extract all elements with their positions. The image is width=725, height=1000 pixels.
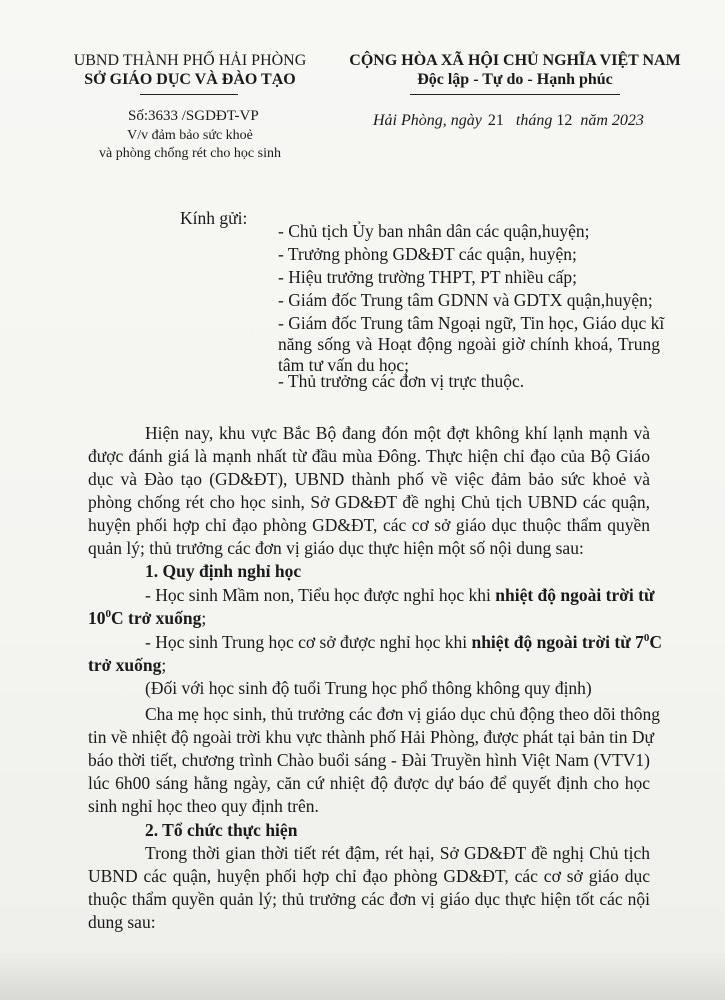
rule-end: ; <box>201 608 207 628</box>
document-number-label: Số: <box>128 108 149 124</box>
temperature-unit: C <box>649 632 662 652</box>
subject-line1: V/v đảm bảo sức khoẻ <box>127 128 253 143</box>
rule-text: - Học sinh Trung học cơ sở được nghỉ học khi <box>145 632 472 652</box>
recipient-item: - Chủ tịch Ủy ban nhân dân các quận,huyện; <box>278 221 590 241</box>
degree-sign: 0 <box>105 608 111 621</box>
intro-line: phòng chống rét cho học sinh, Sở GD&ĐT đề nghị Chủ tịch UBND các quận, <box>88 492 650 512</box>
section1-paragraph-line: tin về nhiệt độ ngoài trời khu vực thành phố Hải Phòng, được phát tại bản tin Dự <box>88 727 655 747</box>
document-number-suffix: /SGDĐT-VP <box>181 108 259 124</box>
recipient-item: - Hiệu trưởng trường THPT, PT nhiều cấp; <box>278 267 577 287</box>
org-underline <box>140 94 238 95</box>
date-day: 21 <box>487 112 504 129</box>
date-month-label: tháng <box>515 112 553 129</box>
rule-threshold-end: C trở xuống <box>111 608 202 628</box>
org-name-line2: SỞ GIÁO DỤC VÀ ĐÀO TẠO <box>84 71 296 88</box>
rule-preschool-primary <box>145 585 654 606</box>
section1-paragraph-line: sinh nghỉ học theo quy định trên. <box>88 796 319 816</box>
recipient-item: - Thủ trưởng các đơn vị trực thuộc. <box>278 371 525 391</box>
subject-line2: và phòng chống rét cho học sinh <box>99 146 281 161</box>
recipient-item-continued: tâm tư vấn du học; <box>278 355 409 375</box>
rule-end: ; <box>161 655 167 675</box>
section1-title: 1. Quy định nghỉ học <box>145 561 302 581</box>
rule-secondary-continued <box>88 655 166 676</box>
date-year: năm 2023 <box>580 112 644 129</box>
section2-paragraph-line: Trong thời gian thời tiết rét đậm, rét hại, Sở GD&ĐT đề nghị Chủ tịch <box>145 843 650 863</box>
section1-paragraph-line: lúc 6h00 sáng hằng ngày, căn cứ nhiệt độ được dự báo để quyết định cho học <box>88 773 650 793</box>
recipients-label: Kính gửi: <box>180 208 248 228</box>
section1-paragraph-line: Cha mẹ học sinh, thủ trưởng các đơn vị giáo dục chủ động theo dõi thông <box>145 704 660 724</box>
high-school-note: (Đối với học sinh độ tuổi Trung học phổ thông không quy định) <box>145 678 592 698</box>
recipient-item: - Giám đốc Trung tâm Ngoại ngữ, Tin học, Giáo dục kĩ <box>278 313 665 333</box>
org-name-line1: UBND THÀNH PHỐ HẢI PHÒNG <box>73 52 307 69</box>
recipient-item-continued: năng sống và Hoạt động ngoài giờ chính khoá, Trung <box>278 334 660 354</box>
date-month: 12 <box>556 112 573 129</box>
rule-threshold: nhiệt độ ngoài trời từ 7 <box>471 632 644 652</box>
section1-paragraph-line: báo thời tiết, chương trình Chào buổi sáng - Đài Truyền hình Việt Nam (VTV1) <box>88 750 650 770</box>
recipient-item: - Giám đốc Trung tâm GDNN và GDTX quận,huyện; <box>278 290 653 310</box>
intro-line: quản lý; thủ trưởng các đơn vị giáo dục thực hiện một số nội dung sau: <box>88 538 584 558</box>
intro-line: được đánh giá là mạnh nhất từ đầu mùa Đông. Thực hiện chỉ đạo của Bộ Giáo <box>88 446 650 466</box>
recipient-item: - Trưởng phòng GD&ĐT các quận, huyện; <box>278 244 577 264</box>
document-number <box>128 108 259 125</box>
section2-paragraph-line: thuộc thẩm quyền quản lý; thủ trưởng các đơn vị giáo dục thực hiện tốt các nội <box>88 889 650 909</box>
rule-threshold-end: trở xuống <box>88 655 162 675</box>
motto: Độc lập - Tự do - Hạnh phúc <box>417 71 613 88</box>
photo-shadow <box>0 950 725 1000</box>
rule-text: - Học sinh Mầm non, Tiểu học được nghỉ học khi <box>145 585 496 605</box>
intro-line: dục và Đào tạo (GD&ĐT), UBND thành phố về việc đảm bảo sức khoẻ và <box>88 469 650 489</box>
rule-preschool-primary-continued <box>88 608 206 629</box>
section2-paragraph-line: UBND các quận, huyện phối hợp chỉ đạo phòng GD&ĐT, các cơ sở giáo dục <box>88 866 650 886</box>
date-place: Hải Phòng, ngày <box>373 112 482 129</box>
section2-title: 2. Tổ chức thực hiện <box>145 820 298 840</box>
temperature-value: 10 <box>88 608 106 628</box>
rule-threshold: nhiệt độ ngoài trời từ <box>495 585 655 605</box>
rule-secondary <box>145 632 662 653</box>
document-number-value: 3633 <box>148 108 179 124</box>
degree-sign: 0 <box>643 632 650 645</box>
section2-paragraph-line: dung sau: <box>88 912 156 932</box>
intro-line: huyện phối hợp chỉ đạo phòng GD&ĐT, các cơ sở giáo dục thuộc thẩm quyền <box>88 515 650 535</box>
motto-underline <box>410 94 620 95</box>
intro-line: Hiện nay, khu vực Bắc Bộ đang đón một đợt không khí lạnh mạnh và <box>145 423 650 443</box>
issue-date <box>373 112 644 130</box>
country-name: CỘNG HÒA XÃ HỘI CHỦ NGHĨA VIỆT NAM <box>349 52 681 69</box>
